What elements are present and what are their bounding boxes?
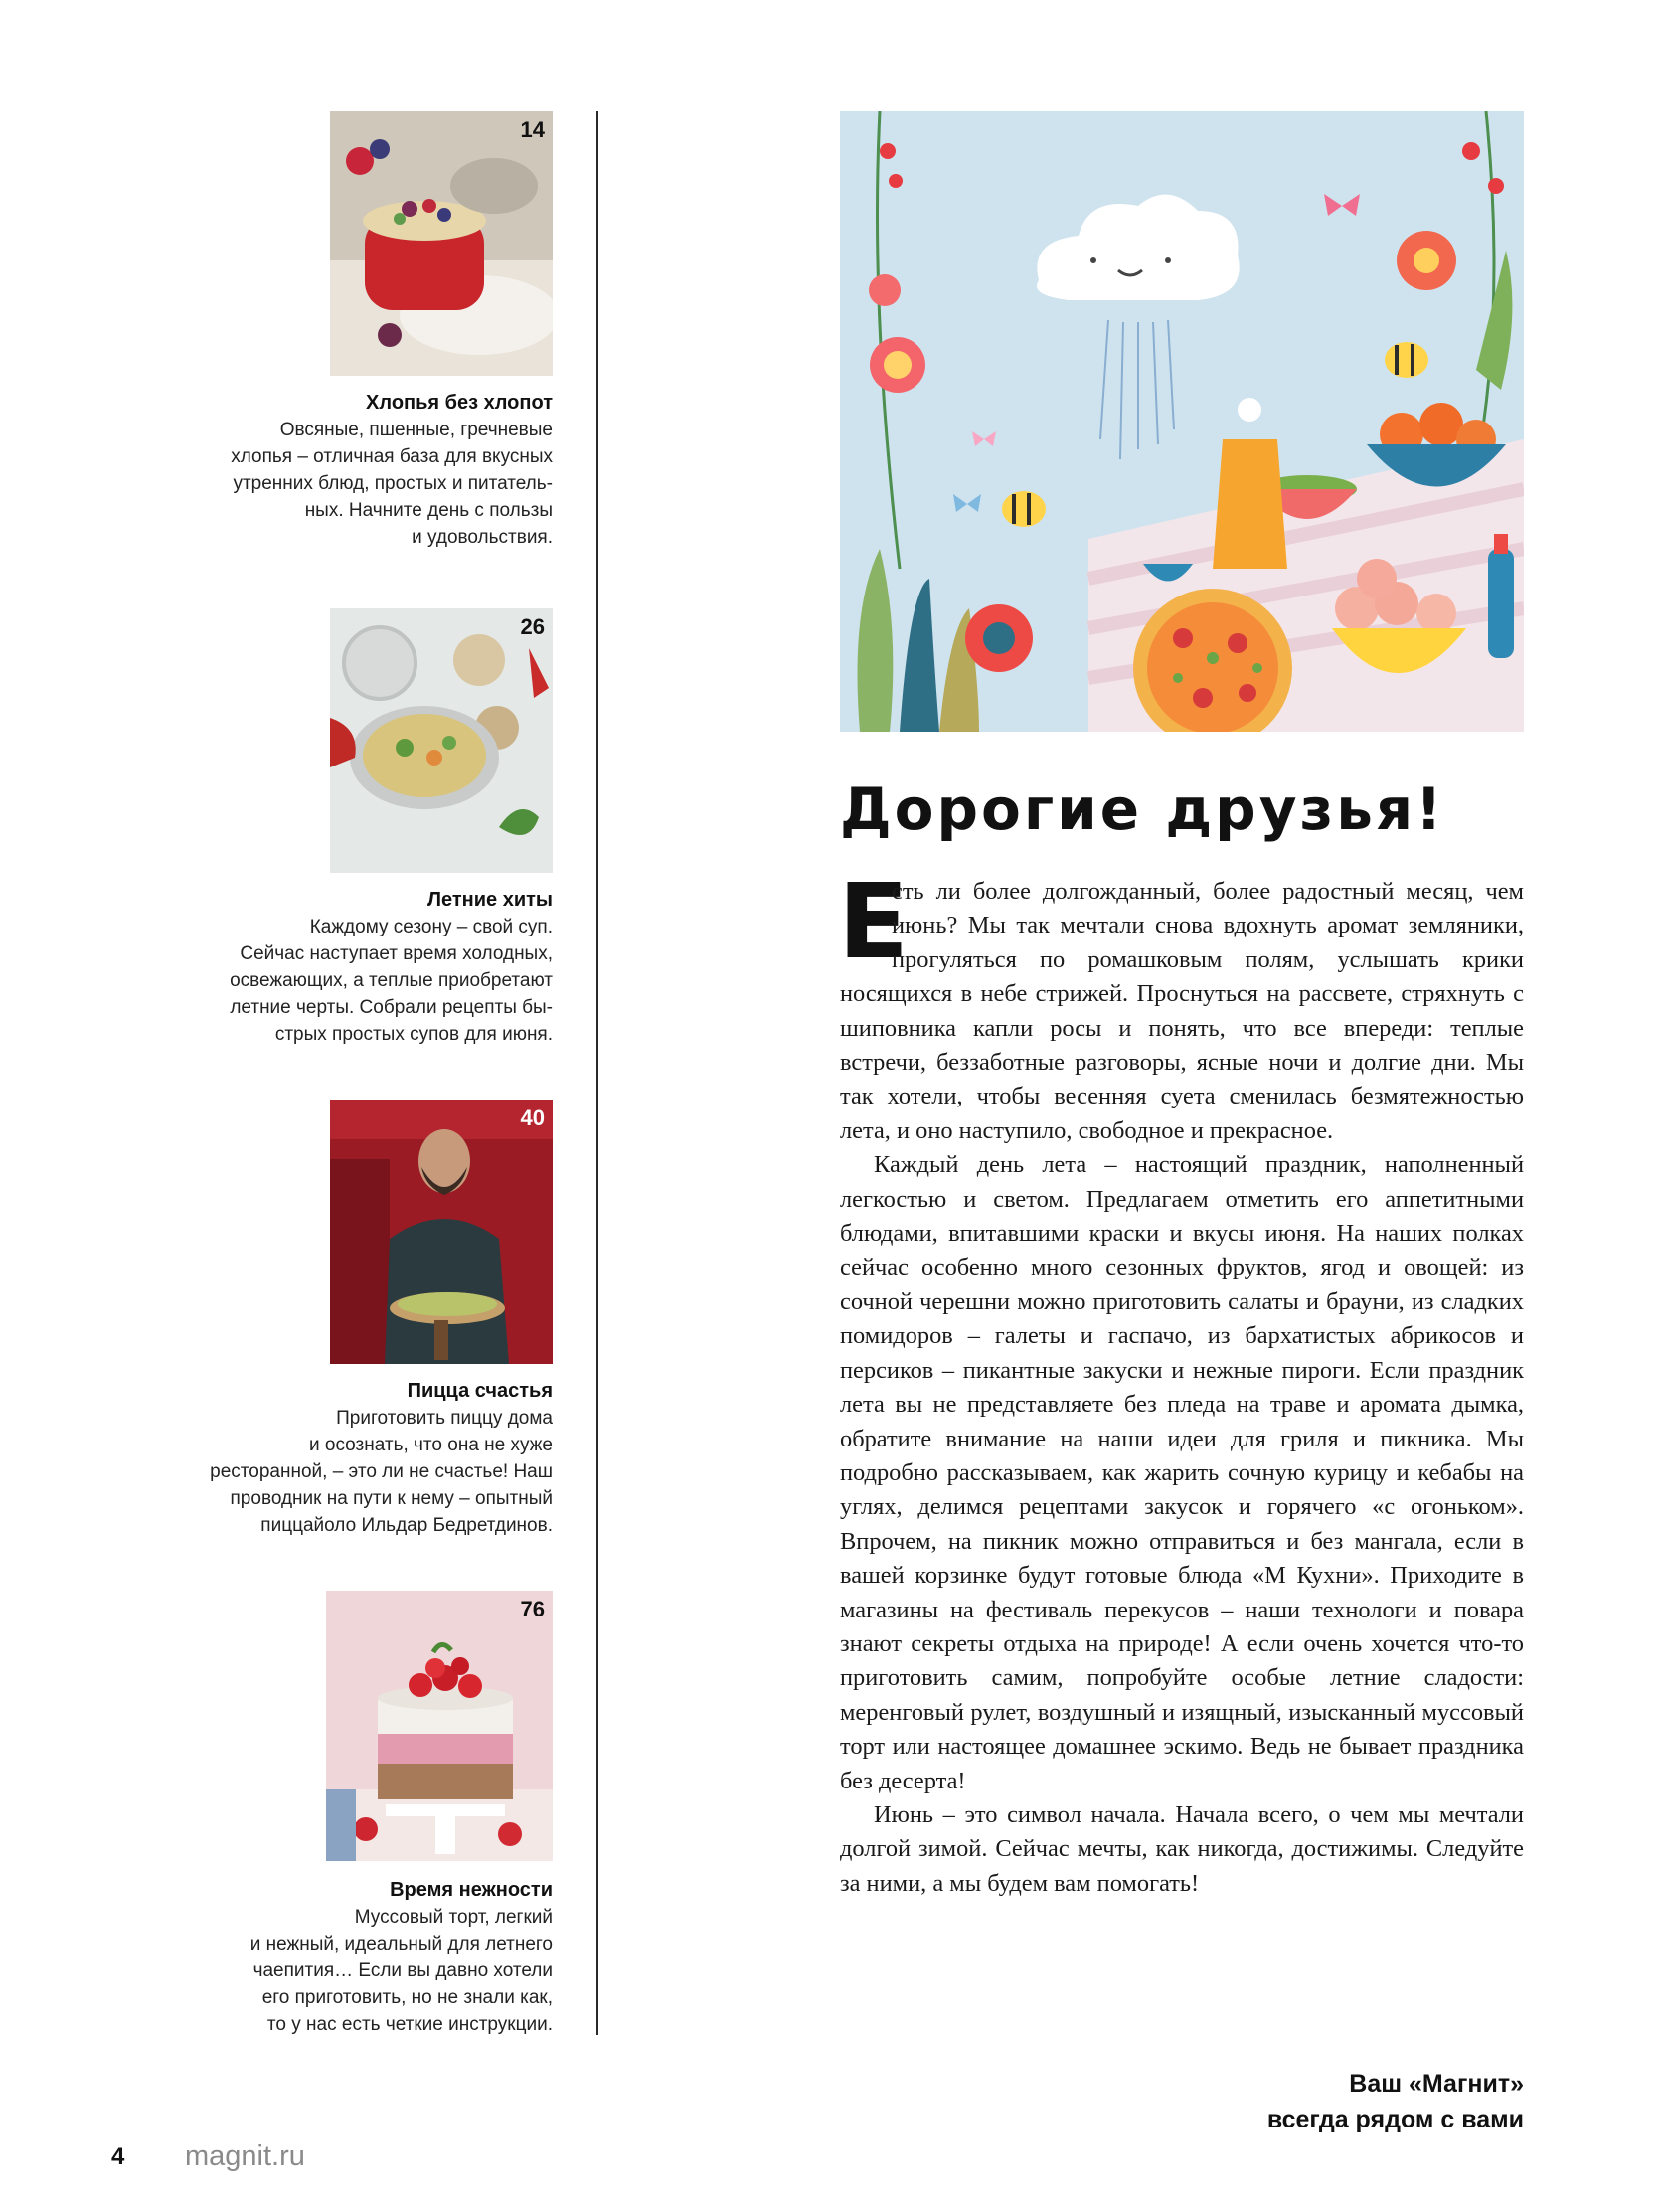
desc-line: его приготовить, но не знали как,: [261, 1987, 553, 2008]
page-number: 14: [520, 117, 545, 142]
chef-illustration: [330, 1100, 553, 1364]
toc-item-cake: [0, 1877, 553, 2038]
toc-title: Пицца счастья: [407, 1380, 553, 1402]
oatmeal-illustration: [330, 111, 553, 376]
desc-line: Каждому сезону – свой суп.: [309, 917, 553, 937]
desc-line: Сейчас наступает время холодных,: [240, 943, 553, 964]
page-number: 26: [520, 614, 545, 639]
editorial-letter: [838, 861, 1524, 1901]
drop-cap: Е: [838, 861, 910, 982]
desc-line: хлопья – отличная база для вкусных: [231, 446, 553, 467]
desc-line: стрых простых супов для июня.: [274, 1024, 553, 1045]
column-divider: [596, 111, 598, 2035]
letter-paragraph: [838, 861, 1524, 1148]
toc-title: Время нежности: [390, 1879, 553, 1901]
pizza-chef-photo[interactable]: [330, 1100, 553, 1364]
desc-line: Приготовить пиццу дома: [336, 1408, 553, 1429]
desc-line: и удовольствия.: [412, 527, 553, 548]
desc-line: Овсяные, пшенные, гречневые: [279, 420, 553, 440]
desc-line: ных. Начните день с пользы: [304, 500, 553, 521]
desc-line: утренних блюд, простых и питатель-: [233, 473, 553, 494]
desc-line: то у нас есть четкие инструкции.: [266, 2014, 553, 2035]
signature-line: всегда рядом с вами: [1266, 2106, 1524, 2133]
signature: [1093, 2066, 1524, 2137]
desc-line: Муссовый торт, легкий: [354, 1907, 553, 1928]
desc-line: освежающих, а теплые приобретают: [230, 970, 553, 991]
desc-line: ресторанной, – это ли не счастье! Наш: [210, 1461, 553, 1482]
soup-photo[interactable]: [330, 608, 553, 873]
cake-illustration: [326, 1591, 553, 1861]
oatmeal-photo[interactable]: [330, 111, 553, 376]
page-number: 76: [520, 1597, 545, 1621]
desc-line: пиццайоло Ильдар Бедретдинов.: [260, 1515, 553, 1536]
page-headline: Дорогие друзья!: [840, 775, 1445, 843]
desc-line: летние черты. Собрали рецепты бы-: [230, 997, 553, 1018]
footer-page-number: 4: [111, 2143, 125, 2170]
toc-description: [0, 914, 553, 1048]
soup-illustration: [330, 608, 553, 873]
desc-line: и осознать, что она не хуже: [308, 1435, 553, 1455]
letter-paragraph: Каждый день лета – настоящий праздник, наполненный легкостью и светом. Предлагаем отметить его аппетитными блюдами, впитавшими краски и вкусы июня. На наших полках сейчас особенно много сезонных фруктов, ягод и овощей: из сочной черешни можно приготовить салаты и брауни, из сладких помидоров – галеты и гаспачо, из бархатистых абрикосов и персиков – пикантные закуски и нежные пироги. Если праздник лета вы не представляете без пледа на траве и аромата дымка, обратите внимание на наши идеи для гриля и пикника. Мы подробно рассказываем, как жарить сочную курицу и кебабы на углях, делимся рецептами закусок и горячего «с огоньком». Впрочем, на пикник можно отправиться и без мангала, если в вашей корзинке будут готовые блюда «М Кухни». Приходите в магазины на фестиваль перекусов – наши технологи и повара знают секреты отдыха на природе! А если очень хочется что-то приготовить самим, попробуйте особые летние сладости: меренговый рулет, воздушный и изящный, изысканный муссовый торт или настоящее домашнее эскимо. Ведь не бывает праздника без десерта!: [840, 1151, 1524, 1794]
mousse-cake-photo[interactable]: [326, 1591, 553, 1861]
toc-item-soups: [0, 887, 553, 1048]
contents-column: [0, 0, 596, 2212]
toc-description: [0, 1904, 553, 2038]
toc-item-oatmeal: [0, 390, 553, 551]
toc-title: Летние хиты: [426, 889, 553, 911]
toc-description: [0, 417, 553, 551]
summer-picnic-illustration: [840, 111, 1524, 732]
desc-line: проводник на пути к нему – опытный: [230, 1488, 553, 1509]
summer-illustration: [840, 111, 1524, 732]
toc-title: Хлопья без хлопот: [366, 392, 553, 414]
page-number: 40: [520, 1106, 545, 1130]
footer-site-link[interactable]: magnit.ru: [185, 2140, 305, 2172]
toc-item-pizza: [0, 1378, 553, 1539]
paragraph-text: сть ли более долгожданный, более радостный месяц, чем июнь? Мы так мечтали снова вдохнуть аромат земляники, прогуляться по ромашковым полям, услышать крики носящихся в небе стрижей. Проснуться на рассвете, стряхнуть с шиповника капли росы и понять, что все впереди: теплые встречи, беззаботные разговоры, ясные ночи и долгие дни. Мы так хотели, чтобы весенняя суета сменилась безмятежностью лета, и оно наступило, свободное и прекрасное.: [840, 878, 1524, 1144]
signature-line: Ваш «Магнит»: [1349, 2070, 1524, 2098]
desc-line: и нежный, идеальный для летнего: [249, 1934, 553, 1955]
toc-description: [0, 1405, 553, 1539]
letter-paragraph: Июнь – это символ начала. Начала всего, о чем мы мечтали долгой зимой. Сейчас мечты, как никогда, достижимы. Следуйте за ними, а мы будем вам помогать!: [840, 1800, 1524, 1897]
desc-line: чаепития… Если вы давно хотели: [252, 1960, 553, 1981]
